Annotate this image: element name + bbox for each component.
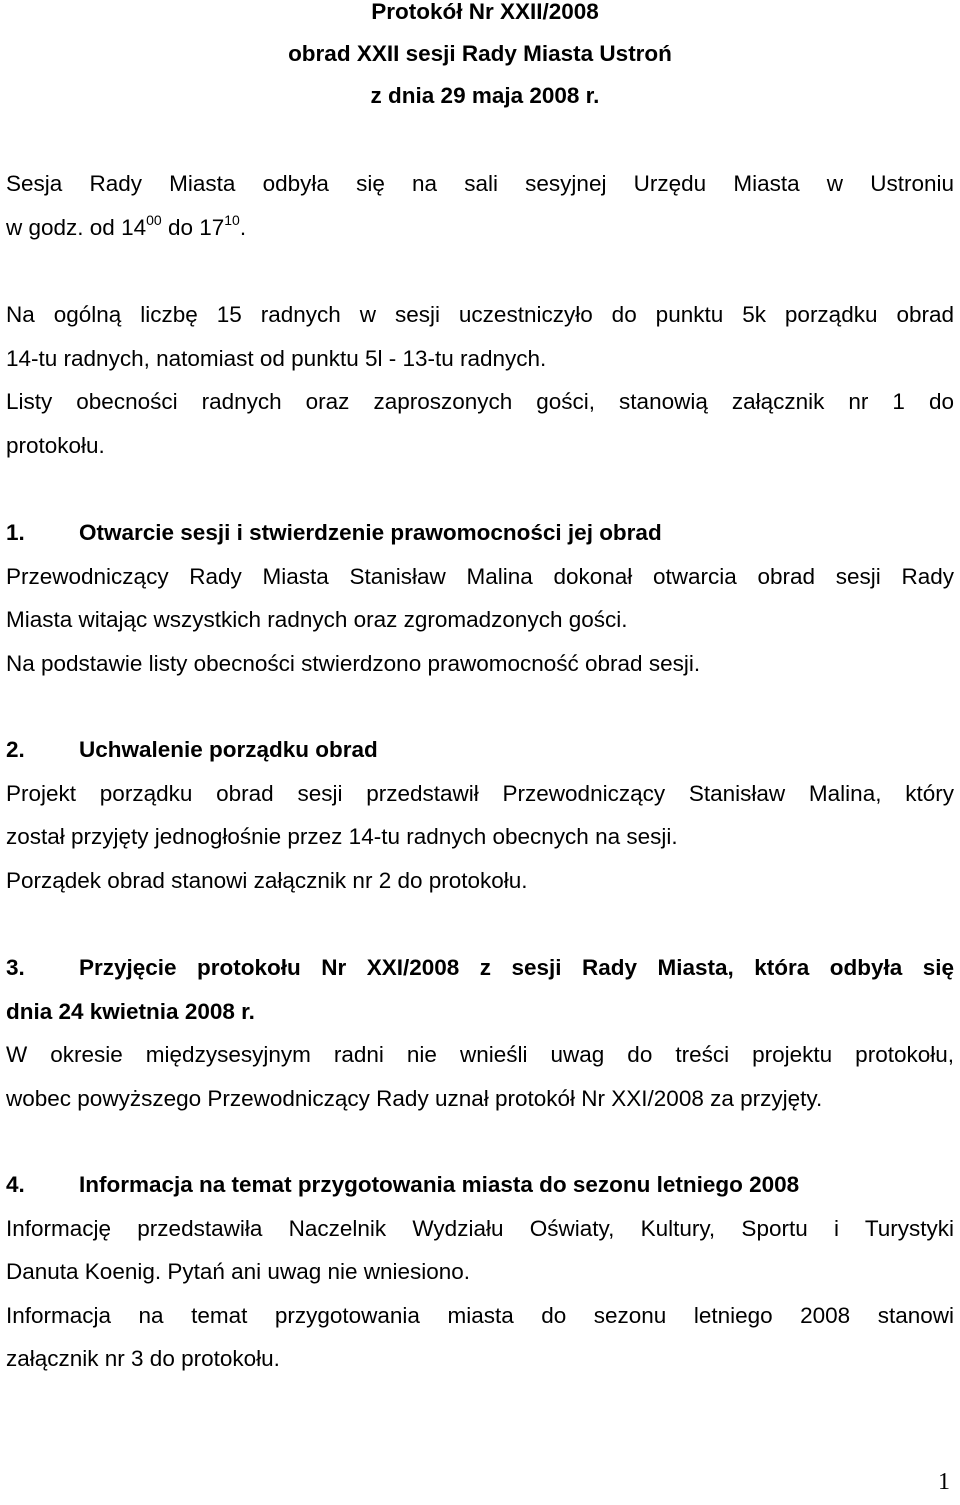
section-line: W okresie międzysesyjnym radni nie wnieśli uwag do treści projektu protokołu, xyxy=(6,1042,954,1067)
section-3 xyxy=(6,946,954,1120)
section-line: Miasta witając wszystkich radnych oraz zgromadzonych gości. xyxy=(6,607,628,632)
section-line: załącznik nr 3 do protokołu. xyxy=(6,1346,280,1371)
section-line: Informację przedstawiła Naczelnik Wydziału Oświaty, Kultury, Sportu i Turystyki xyxy=(6,1215,954,1241)
intro-line-2: w godz. od $14^{00}$ do $17^{10}$. xyxy=(6,212,247,240)
start-time-minutes: 00 xyxy=(146,212,162,228)
intro-line-1: Sesja Rady Miasta odbyła się na sali sesyjnej Urzędu Miasta w Ustroniu xyxy=(6,171,954,196)
section-heading-continued: dnia 24 kwietnia 2008 r. xyxy=(6,998,255,1024)
attendance-line-1: Na ogólną liczbę 15 radnych w sesji uczestniczyło do punktu 5k porządku obrad xyxy=(6,302,954,327)
section-4 xyxy=(6,1163,954,1381)
section-line: został przyjęty jednogłośnie przez 14-tu radnych obecnych na sesji. xyxy=(6,824,678,849)
end-time-minutes: 10 xyxy=(224,212,240,228)
section-line: wobec powyższego Przewodniczący Rady uznał protokół Nr XXI/2008 za przyjęty. xyxy=(6,1085,823,1111)
document-header xyxy=(0,0,960,117)
attendance-line-3: Listy obecności radnych oraz zaproszonych gości, stanowią załącznik nr 1 do xyxy=(6,389,954,414)
section-number: 2. xyxy=(6,737,25,762)
section-heading: 2. Uchwalenie porządku obrad xyxy=(6,728,954,772)
intro-paragraph xyxy=(6,162,954,249)
section-number: 1. xyxy=(6,520,25,545)
section-number: 3. xyxy=(6,955,25,980)
section-1 xyxy=(6,511,954,685)
attendance-line-2: 14-tu radnych, natomiast od punktu 5l - 13-tu radnych. xyxy=(6,345,547,371)
section-line: Porządek obrad stanowi załącznik nr 2 do protokołu. xyxy=(6,867,528,893)
section-heading: 3. Przyjęcie protokołu Nr XXI/2008 z sesji Rady Miasta, która odbyła się xyxy=(6,946,954,990)
section-line: Projekt porządku obrad sesji przedstawił Przewodniczący Stanisław Malina, który xyxy=(6,780,954,806)
section-number: 4. xyxy=(6,1172,25,1197)
section-line: Przewodniczący Rady Miasta Stanisław Malina dokonał otwarcia obrad sesji Rady xyxy=(6,563,954,589)
section-line: Informacja na temat przygotowania miasta do sezonu letniego 2008 stanowi xyxy=(6,1302,954,1328)
section-heading: 4. Informacja na temat przygotowania miasta do sezonu letniego 2008 xyxy=(6,1163,954,1207)
attendance-paragraph xyxy=(6,293,954,467)
section-line: Na podstawie listy obecności stwierdzono prawomocność obrad sesji. xyxy=(6,650,701,676)
section-2 xyxy=(6,728,954,902)
attendance-line-4: protokołu. xyxy=(6,432,105,458)
document-date: z dnia 29 maja 2008 r. xyxy=(370,83,600,108)
document-subtitle: obrad XXII sesji Rady Miasta Ustroń xyxy=(288,41,672,66)
page-number: 1 xyxy=(938,1469,950,1495)
section-heading: 1. Otwarcie sesji i stwierdzenie prawomocności jej obrad xyxy=(6,511,954,555)
document-title: Protokół Nr XXII/2008 xyxy=(371,0,599,24)
section-line: Danuta Koenig. Pytań ani uwag nie wniesiono. xyxy=(6,1259,471,1284)
